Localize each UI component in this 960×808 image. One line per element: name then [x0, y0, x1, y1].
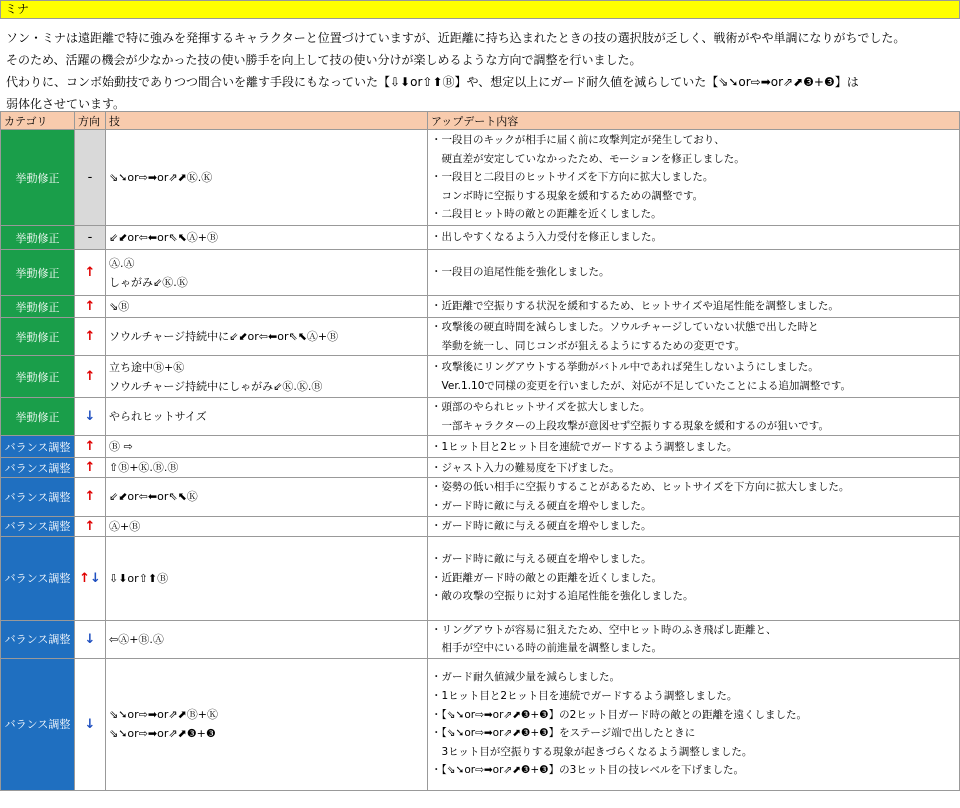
direction-cell	[75, 250, 106, 296]
move-command: ⇘➘or⇨➡or⇗⬈❸+❸	[109, 727, 216, 741]
update-cell	[428, 458, 960, 478]
direction-cell	[75, 318, 106, 356]
update-line: ・1ヒット目と2ヒット目を連続でガードするよう調整しました。	[431, 440, 738, 453]
move-cell	[106, 620, 428, 658]
update-line: Ver.1.10で同様の変更を行いましたが、対応が不足していたことによる追加調整です。	[431, 379, 852, 392]
update-cell	[428, 130, 960, 226]
direction-cell	[75, 296, 106, 318]
category-cell: 挙動修正	[1, 130, 75, 226]
update-line: ・敵の攻撃の空振りに対する追尾性能を強化しました。	[431, 590, 694, 603]
move-command: ⇘➘or⇨➡or⇗⬈Ⓚ.Ⓚ	[109, 171, 213, 184]
update-line: 硬直差が安定していなかったため、モーションを修正しました。	[431, 152, 745, 165]
update-line: ・一段目のキックが相手に届く前に攻撃判定が発生しており、	[431, 134, 725, 147]
move-cell	[106, 318, 428, 356]
update-line: ・攻撃後の硬直時間を減らしました。ソウルチャージしていない状態で出した時と	[431, 321, 819, 333]
direction-up-icon: ↑	[84, 489, 96, 505]
move-cell	[106, 250, 428, 296]
table-row	[1, 536, 960, 620]
direction-cell	[75, 658, 106, 790]
table-row	[1, 458, 960, 478]
update-line: 一部キャラクターの上段攻撃が意図せず空振りする現象を緩和するのが狙いです。	[431, 419, 829, 432]
direction-cell	[75, 620, 106, 658]
category-cell: 挙動修正	[1, 318, 75, 356]
update-cell	[428, 226, 960, 250]
update-line: 挙動を統一し、同じコンボが狙えるようにするための変更です。	[431, 339, 746, 352]
category-cell: バランス調整	[1, 478, 75, 516]
move-command: Ⓑ ⇨	[109, 440, 133, 454]
direction-cell	[75, 516, 106, 536]
category-cell: バランス調整	[1, 436, 75, 458]
update-line: ・出しやすくなるよう入力受付を修正しました。	[431, 231, 662, 244]
update-line: ・1ヒット目と2ヒット目を連続でガードするよう調整しました。	[431, 690, 738, 703]
move-cell	[106, 436, 428, 458]
update-cell	[428, 536, 960, 620]
move-cell	[106, 516, 428, 536]
direction-cell	[75, 356, 106, 398]
table-row	[1, 130, 960, 226]
update-line: ・ジャスト入力の難易度を下げました。	[431, 461, 620, 474]
header-move: 技	[106, 112, 428, 130]
direction-cell	[75, 226, 106, 250]
move-command: ⇙⬋or⇦⬅or⇖⬉Ⓐ+Ⓑ	[109, 231, 219, 244]
direction-down-icon: ↓	[90, 570, 101, 586]
category-cell: バランス調整	[1, 658, 75, 790]
update-cell	[428, 516, 960, 536]
direction-cell	[75, 130, 106, 226]
table-row	[1, 478, 960, 516]
update-cell	[428, 296, 960, 318]
intro-line: 弱体化させています。	[6, 97, 126, 111]
move-cell	[106, 226, 428, 250]
update-line: ・ガード耐久値減少量を減らしました。	[431, 671, 620, 684]
table-row	[1, 436, 960, 458]
direction-up-icon: ↑	[84, 329, 96, 345]
category-cell: 挙動修正	[1, 296, 75, 318]
update-cell	[428, 318, 960, 356]
move-cell	[106, 296, 428, 318]
category-cell: バランス調整	[1, 458, 75, 478]
direction-cell	[75, 458, 106, 478]
direction-up-icon: ↑	[84, 460, 96, 476]
category-cell: 挙動修正	[1, 226, 75, 250]
intro-text	[0, 19, 960, 111]
update-cell	[428, 478, 960, 516]
move-cell	[106, 478, 428, 516]
intro-line: そのため、活躍の機会が少なかった技の使い勝手を向上して技の使い分けが楽しめるような方向で調整を行いました。	[6, 53, 642, 67]
patch-notes-table	[0, 111, 960, 791]
table-row	[1, 398, 960, 436]
update-line: ・一段目の追尾性能を強化しました。	[431, 266, 610, 279]
update-line: ・ガード時に敵に与える硬直を増やしました。	[431, 519, 652, 532]
move-command: Ⓐ.Ⓐ	[109, 256, 135, 270]
table-row	[1, 356, 960, 398]
category-cell: 挙動修正	[1, 250, 75, 296]
direction-up-icon: ↑	[84, 518, 96, 534]
move-command: しゃがみ⇙Ⓚ.Ⓚ	[109, 275, 188, 289]
direction-up-icon: ↑	[84, 265, 96, 280]
direction-up-icon: ↑	[84, 369, 96, 385]
move-command: 立ち途中Ⓑ+Ⓚ	[109, 360, 185, 374]
update-cell	[428, 620, 960, 658]
update-line: 相手が空中にいる時の前進量を調整しました。	[431, 642, 662, 655]
character-title: ミナ	[0, 0, 960, 19]
direction-up-icon: ↑	[79, 570, 90, 586]
update-line: ・【⇘➘or⇨➡or⇗⬈❸+❸】の3ヒット目の技レベルを下げました。	[431, 764, 745, 777]
category-cell: バランス調整	[1, 516, 75, 536]
category-cell: バランス調整	[1, 620, 75, 658]
table-row	[1, 226, 960, 250]
move-command: ソウルチャージ持続中にしゃがみ⇙Ⓚ.Ⓚ.Ⓑ	[109, 379, 323, 393]
update-line: 3ヒット目が空振りする現象が起きづらくなるよう調整しました。	[431, 745, 753, 758]
move-cell	[106, 356, 428, 398]
move-command: Ⓐ+Ⓑ	[109, 519, 141, 533]
move-command: ソウルチャージ持続中に⇙⬋or⇦⬅or⇖⬉Ⓐ+Ⓑ	[109, 330, 339, 344]
update-cell	[428, 356, 960, 398]
table-row	[1, 296, 960, 318]
table-header-row	[1, 112, 960, 130]
direction-none: -	[87, 230, 93, 245]
update-line: ・ガード時に敵に与える硬直を増やしました。	[431, 499, 652, 512]
intro-line: 代わりに、コンボ始動技でありつつ間合いを離す手段にもなっていた【⇩⬇or⇧⬆Ⓑ】や、想定以上にガード耐久値を減らしていた【⇘➘or⇨➡or⇗⬈❸+❸】は	[6, 75, 859, 89]
direction-up-icon: ↑	[84, 299, 96, 314]
update-line: ・攻撃後にリングアウトする挙動がバトル中であれば発生しないようにしました。	[431, 361, 819, 374]
move-cell	[106, 536, 428, 620]
update-line: ・頭部のやられヒットサイズを拡大しました。	[431, 401, 651, 414]
direction-cell	[75, 478, 106, 516]
table-row	[1, 620, 960, 658]
update-cell	[428, 250, 960, 296]
update-line: ・近距離ガード時の敵との距離を近くしました。	[431, 571, 662, 584]
update-line: ・リングアウトが容易に狙えたため、空中ヒット時のふき飛ばし距離と、	[431, 623, 777, 636]
update-line: ・【⇘➘or⇨➡or⇗⬈❸+❸】の2ヒット目ガード時の敵との距離を遠くしました。	[431, 708, 808, 721]
update-line: ・二段目ヒット時の敵との距離を近くしました。	[431, 208, 662, 221]
move-command: ⇘Ⓑ	[109, 300, 130, 313]
move-cell	[106, 458, 428, 478]
direction-cell	[75, 536, 106, 620]
direction-up-icon: ↑	[84, 439, 96, 455]
table-row	[1, 250, 960, 296]
category-cell: 挙動修正	[1, 398, 75, 436]
intro-line: ソン・ミナは遠距離で特に強みを発揮するキャラクターと位置づけていますが、近距離に持ち込まれたときの技の選択肢が乏しく、戦術がやや単調になりがちでした。	[6, 31, 906, 45]
move-cell	[106, 398, 428, 436]
category-cell: 挙動修正	[1, 356, 75, 398]
header-category: カテゴリ	[1, 112, 75, 130]
direction-cell	[75, 398, 106, 436]
move-cell	[106, 658, 428, 790]
update-line: ・近距離で空振りする状況を緩和するため、ヒットサイズや追尾性能を調整しました。	[431, 300, 839, 313]
direction-down-icon: ↓	[84, 409, 96, 425]
move-command: ⇦Ⓐ+Ⓑ.Ⓐ	[109, 632, 164, 646]
move-command: ⇙⬋or⇦⬅or⇖⬉Ⓚ	[109, 490, 198, 504]
update-line: ・姿勢の低い相手に空振りすることがあるため、ヒットサイズを下方向に拡大しました。	[431, 481, 850, 494]
update-cell	[428, 436, 960, 458]
update-line: ・一段目と二段目のヒットサイズを下方向に拡大しました。	[431, 171, 714, 184]
update-cell	[428, 398, 960, 436]
header-update: アップデート内容	[428, 112, 960, 130]
direction-cell	[75, 436, 106, 458]
update-cell	[428, 658, 960, 790]
table-row	[1, 516, 960, 536]
table-row	[1, 658, 960, 790]
move-cell	[106, 130, 428, 226]
header-direction: 方向	[75, 112, 106, 130]
move-command: ⇧Ⓑ+Ⓚ.Ⓑ.Ⓑ	[109, 461, 179, 475]
move-command: ⇩⬇or⇧⬆Ⓑ	[109, 571, 169, 585]
category-cell: バランス調整	[1, 536, 75, 620]
direction-down-icon: ↓	[84, 716, 96, 732]
update-line: ・【⇘➘or⇨➡or⇗⬈❸+❸】をステージ端で出したときに	[431, 727, 696, 740]
table-row	[1, 318, 960, 356]
update-line: ・ガード時に敵に与える硬直を増やしました。	[431, 553, 652, 566]
move-command: ⇘➘or⇨➡or⇗⬈Ⓑ+Ⓚ	[109, 708, 219, 722]
direction-none: -	[87, 170, 93, 185]
direction-down-icon: ↓	[84, 631, 96, 647]
move-command: やられヒットサイズ	[109, 410, 207, 424]
update-line: コンボ時に空振りする現象を緩和するための調整です。	[431, 189, 704, 202]
